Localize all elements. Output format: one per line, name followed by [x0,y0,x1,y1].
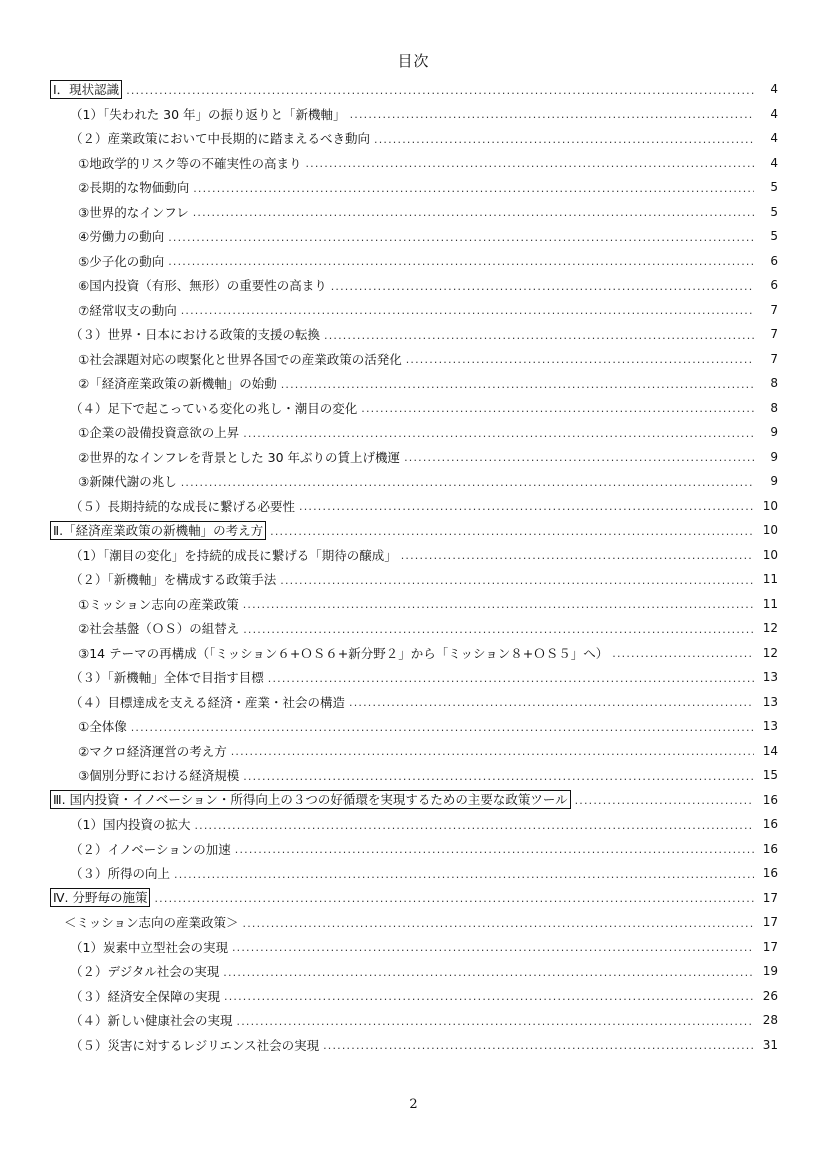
toc-entry-page: 7 [770,351,778,366]
toc-entry[interactable] [50,812,778,837]
toc-entry-page: 9 [770,449,778,464]
toc-dot-leader [174,868,754,886]
toc-dot-leader [131,721,754,739]
toc-entry-label: Ⅳ. 分野毎の施策 [50,888,150,907]
toc-entry-label: （２）イノベーションの加速 [70,841,231,857]
toc-entry-label: Ⅲ. 国内投資・イノベーション・所得向上の３つの好循環を実現するための主要な政策ツール [50,790,571,809]
toc-entry[interactable] [50,543,778,568]
page-title: 目次 [397,52,430,70]
toc-entry[interactable] [50,102,778,127]
toc-dot-leader [299,500,754,518]
toc-entry[interactable] [50,763,778,788]
toc-dot-leader [232,941,754,959]
toc-entry[interactable] [50,665,778,690]
toc-entry-label: （1）「失われた 30 年」の振り返りと「新機軸」 [70,106,346,122]
toc-dot-leader [243,598,754,616]
toc-entry-page: 12 [762,645,778,660]
toc-entry-label: （３）「新機軸」全体で目指す目標 [70,670,264,686]
toc-entry-page: 10 [762,547,778,562]
toc-entry-label: Ⅱ.「経済産業政策の新機軸」の考え方 [50,521,266,540]
toc-entry-page: 5 [770,180,778,195]
toc-entry-label: （３）世界・日本における政策的支援の転換 [70,327,321,343]
toc-dot-leader [193,206,754,224]
toc-entry[interactable] [50,273,778,298]
toc-entry-page: 9 [770,425,778,440]
toc-entry-label: ①社会課題対応の喫緊化と世界各国での産業政策の活発化 [78,351,402,367]
toc-entry[interactable] [50,592,778,617]
toc-entry[interactable] [50,224,778,249]
toc-dot-leader [401,549,754,567]
toc-entry-label: ②「経済産業政策の新機軸」の始動 [78,376,277,392]
toc-entry-label: （1）国内投資の拡大 [70,817,191,833]
toc-entry[interactable] [50,1033,778,1058]
toc-entry-page: 26 [762,988,778,1003]
toc-dot-leader [224,990,754,1008]
toc-entry[interactable] [50,1008,778,1033]
toc-entry-page: 11 [762,596,778,611]
toc-entry-label: ①全体像 [78,719,127,735]
toc-entry-label: （1）「潮目の変化」を持続的成長に繋げる「期待の醸成」 [70,547,397,563]
toc-dot-leader [168,231,754,249]
toc-dot-leader [235,843,754,861]
toc-entry-page: 31 [762,1037,778,1052]
toc-entry[interactable] [50,984,778,1009]
toc-dot-leader [194,819,754,837]
toc-entry-page: 5 [770,204,778,219]
toc-entry[interactable] [50,641,778,666]
toc-section-entry[interactable] [50,886,778,911]
toc-dot-leader [193,182,754,200]
toc-dot-leader [280,574,754,592]
toc-entry[interactable] [50,935,778,960]
toc-dot-leader [243,427,754,445]
toc-entry-page: 7 [770,302,778,317]
toc-dot-leader [243,623,754,641]
toc-entry[interactable] [50,739,778,764]
toc-entry-page: 6 [770,278,778,293]
toc-entry-label: （４）新しい健康社会の実現 [70,1013,233,1029]
toc-dot-leader [349,696,754,714]
toc-entry-label: ⑥国内投資（有形、無形）の重要性の高まり [78,278,327,294]
toc-entry[interactable] [50,861,778,886]
toc-entry[interactable] [50,175,778,200]
toc-entry-page: 8 [770,400,778,415]
toc-dot-leader [361,402,754,420]
toc-entry-page: 4 [770,106,778,121]
toc-entry-page: 28 [762,1013,778,1028]
toc-dot-leader [126,84,754,102]
toc-dot-leader [374,133,754,151]
toc-entry-label: （４）目標達成を支える経済・産業・社会の構造 [70,694,346,710]
toc-entry-label: ④労働力の動向 [78,229,165,245]
toc-dot-leader [237,1015,754,1033]
toc-entry[interactable] [50,690,778,715]
toc-entry-page: 10 [762,523,778,538]
toc-dot-leader [181,476,754,494]
toc-entry-label: ②世界的なインフレを背景とした 30 年ぶりの賃上げ機運 [78,449,401,465]
toc-entry-label: （４）足下で起こっている変化の兆し・潮目の変化 [70,400,358,416]
toc-entry-label: ③個別分野における経済規模 [78,768,240,784]
toc-entry-page: 13 [762,719,778,734]
toc-section-entry[interactable] [50,77,778,102]
toc-entry-page: 10 [762,498,778,513]
toc-entry[interactable] [50,445,778,470]
toc-entry[interactable] [50,347,778,372]
toc-entry-page: 4 [770,155,778,170]
toc-dot-leader [181,304,754,322]
toc-dot-leader [268,672,754,690]
toc-entry-label: ②長期的な物価動向 [78,180,190,196]
toc-entry[interactable] [50,494,778,519]
toc-entry[interactable] [50,910,778,935]
toc-entry-label: ③新陳代謝の兆し [78,474,177,490]
toc-entry-label: ①ミッション志向の産業政策 [78,596,239,612]
toc-entry-label: （５）災害に対するレジリエンス社会の実現 [70,1037,320,1053]
toc-dot-leader [231,745,754,763]
toc-entry-label: （５）長期持続的な成長に繋げる必要性 [70,498,296,514]
toc-entry[interactable] [50,322,778,347]
toc-dot-leader [324,329,754,347]
toc-entry-page: 14 [762,743,778,758]
toc-entry-label: ⑤少子化の動向 [78,253,165,269]
page-number: 2 [409,1097,418,1112]
toc-entry-page: 17 [762,890,778,905]
toc-entry-label: ＜ミッション志向の産業政策＞ [64,915,239,931]
toc-entry-label: （２）産業政策において中長期的に踏まえるべき動向 [70,131,371,147]
toc-entry[interactable] [50,469,778,494]
toc-entry[interactable] [50,151,778,176]
toc-entry[interactable] [50,567,778,592]
toc-dot-leader [331,280,754,298]
toc-entry-label: （２）「新機軸」を構成する政策手法 [70,572,277,588]
toc-section-entry[interactable] [50,788,778,813]
toc-entry-page: 4 [770,82,778,97]
toc-entry[interactable] [50,371,778,396]
toc-entry-page: 6 [770,253,778,268]
toc-entry-page: 17 [762,915,778,930]
toc-entry-page: 5 [770,229,778,244]
toc-entry[interactable] [50,616,778,641]
toc-entry[interactable] [50,249,778,274]
toc-entry[interactable] [50,298,778,323]
toc-entry[interactable] [50,714,778,739]
toc-entry-label: （1）炭素中立型社会の実現 [70,939,228,955]
toc-entry-label: ③世界的なインフレ [78,204,189,220]
toc-dot-leader [406,353,754,371]
toc-entry-page: 12 [762,621,778,636]
toc-dot-leader [270,525,754,543]
toc-dot-leader [612,647,754,665]
toc-entry-page: 17 [762,939,778,954]
toc-entry-label: ①地政学的リスク等の不確実性の高まり [78,155,302,171]
toc-entry[interactable] [50,837,778,862]
toc-dot-leader [281,378,754,396]
toc-dot-leader [305,157,754,175]
toc-entry-page: 16 [762,841,778,856]
toc-entry[interactable] [50,420,778,445]
toc-entry-label: ⑦経常収支の動向 [78,302,177,318]
toc-entry-label: ②マクロ経済運営の考え方 [78,743,227,759]
toc-entry-label: ①企業の設備投資意欲の上昇 [78,425,240,441]
toc-entry[interactable] [50,126,778,151]
toc-entry-label: （３）経済安全保障の実現 [70,988,221,1004]
toc-entry-label: （３）所得の向上 [70,866,171,882]
table-of-contents [50,77,778,1057]
toc-dot-leader [243,770,754,788]
toc-entry-page: 13 [762,670,778,685]
toc-section-entry[interactable] [50,518,778,543]
toc-dot-leader [323,1039,754,1057]
toc-entry-page: 16 [762,866,778,881]
toc-dot-leader [154,892,754,910]
toc-entry-page: 8 [770,376,778,391]
toc-entry-label: Ⅰ．現状認識 [50,80,122,99]
toc-entry-page: 16 [762,817,778,832]
toc-entry-page: 15 [762,768,778,783]
toc-entry-page: 11 [762,572,778,587]
toc-entry[interactable] [50,200,778,225]
toc-entry-label: ③14 テーマの再構成（「ミッション６+ＯＳ６+新分野２」から「ミッション８+ＯＳ５」へ） [78,645,609,661]
toc-dot-leader [575,794,754,812]
toc-dot-leader [404,451,754,469]
toc-entry-label: ②社会基盤（ＯＳ）の組替え [78,621,240,637]
toc-dot-leader [243,917,754,935]
toc-entry-page: 16 [762,792,778,807]
toc-entry-page: 7 [770,327,778,342]
toc-entry[interactable] [50,959,778,984]
toc-entry-page: 4 [770,131,778,146]
toc-entry-page: 9 [770,474,778,489]
toc-entry-page: 19 [762,964,778,979]
toc-entry-label: （２）デジタル社会の実現 [70,964,220,980]
toc-entry[interactable] [50,396,778,421]
toc-dot-leader [168,255,754,273]
toc-entry-page: 13 [762,694,778,709]
toc-dot-leader [223,966,754,984]
toc-dot-leader [350,108,754,126]
